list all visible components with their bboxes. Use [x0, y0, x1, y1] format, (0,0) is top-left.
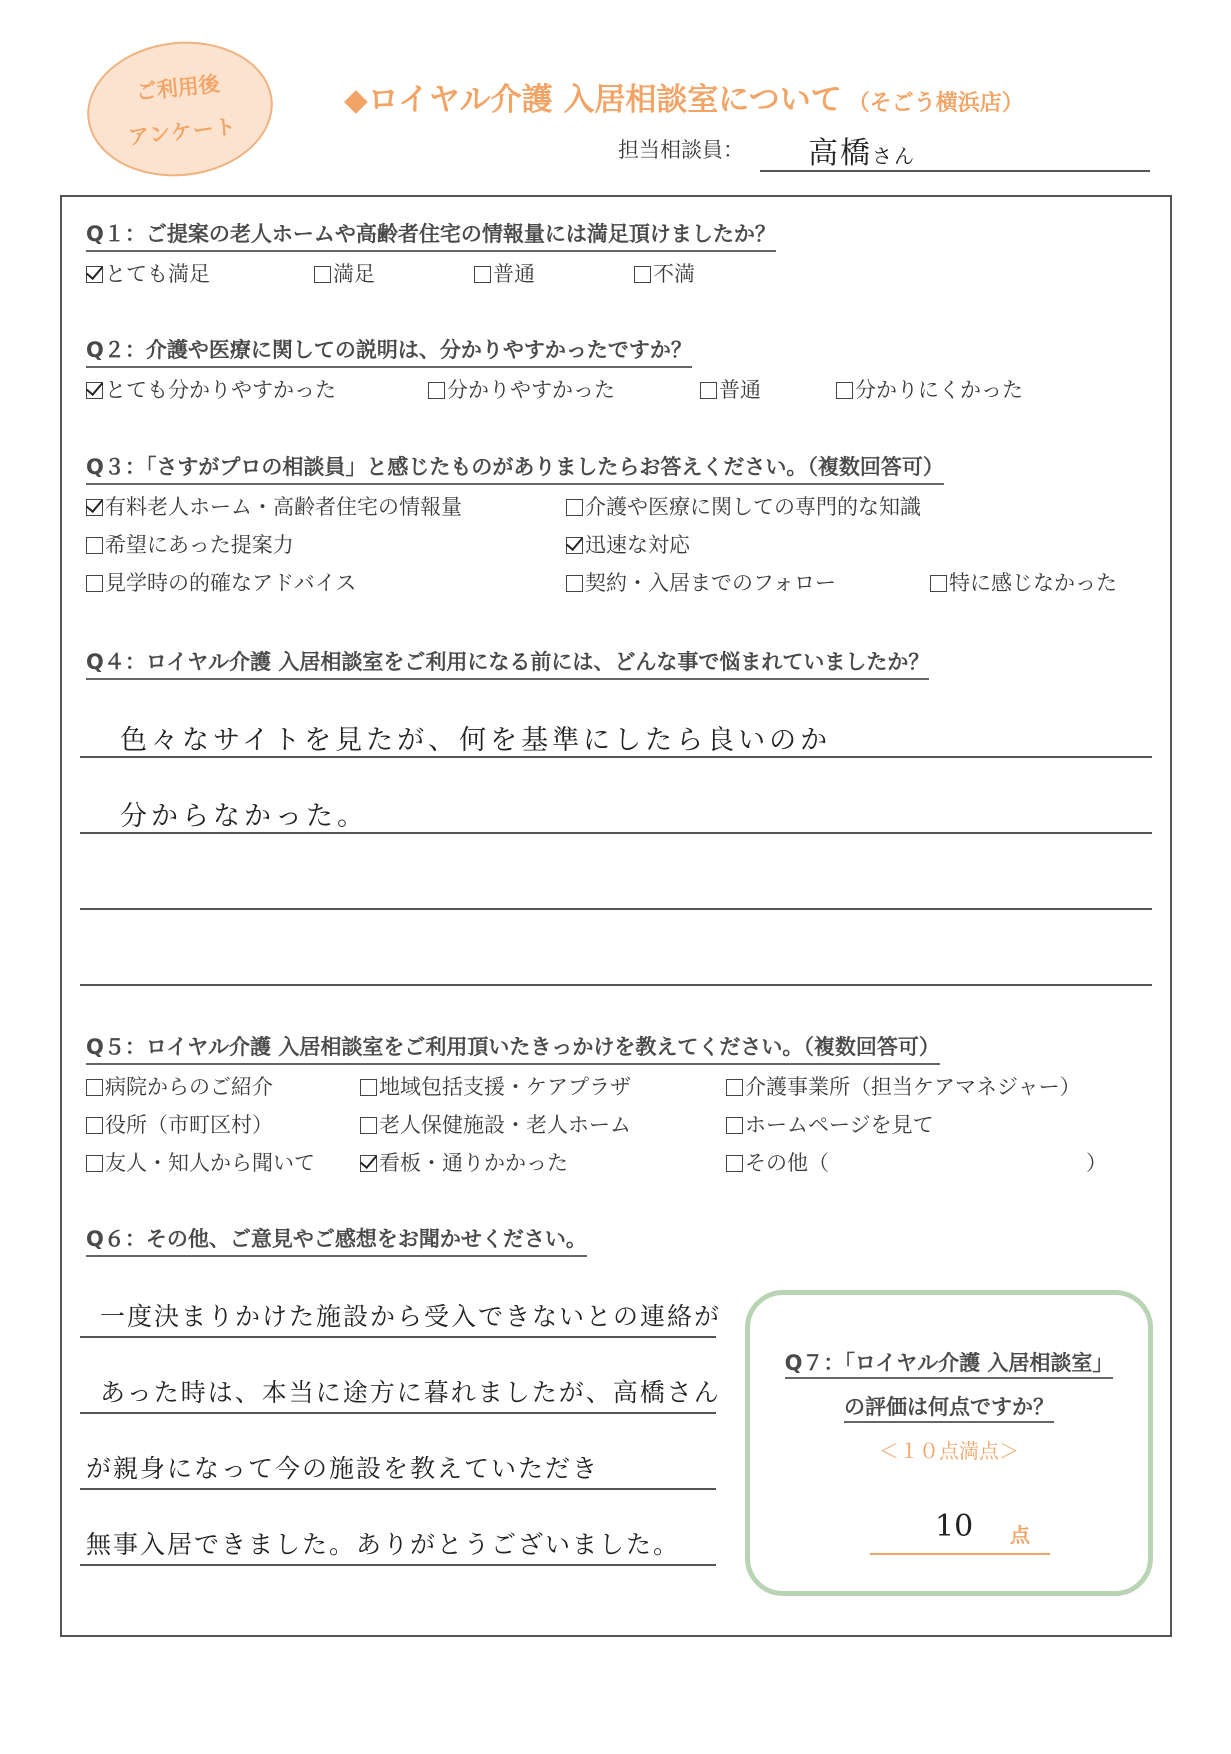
q5-option-community-support[interactable]: 地域包括支援・ケアプラザ — [360, 1071, 631, 1101]
q5-option-hospital[interactable]: 病院からのご紹介 — [86, 1071, 273, 1101]
q4-write-line — [80, 832, 1152, 834]
q5-option-other[interactable]: その他（ — [726, 1147, 829, 1177]
q7-score[interactable]: 10 — [935, 1509, 974, 1544]
checkbox-icon — [474, 266, 491, 283]
q3-option-expert-knowledge[interactable]: 介護や医療に関しての専門的な知識 — [566, 491, 921, 521]
q2-option-very-clear[interactable]: とても分かりやすかった — [86, 374, 336, 404]
q4-write-line — [80, 984, 1152, 986]
checkbox-checked-icon — [566, 537, 583, 554]
q3-option-proposal[interactable]: 希望にあった提案力 — [86, 529, 294, 559]
consultant-name: 高橋 — [808, 136, 872, 171]
q1-question: Q１：ご提案の老人ホームや高齢者住宅の情報量には満足頂けましたか？ — [86, 218, 776, 252]
q1-option-very-satisfied[interactable]: とても満足 — [86, 258, 210, 288]
q2-option-normal[interactable]: 普通 — [700, 374, 761, 404]
consultant-label: 担当相談員： — [618, 138, 744, 162]
q2-option-clear[interactable]: 分かりやすかった — [428, 374, 615, 404]
q5-option-city-office[interactable]: 役所（市町区村） — [86, 1109, 273, 1139]
checkbox-icon — [930, 575, 947, 592]
q6-write-line — [80, 1564, 716, 1566]
title-main: ◆ロイヤル介護 入居相談室について — [344, 82, 842, 118]
checkbox-checked-icon — [86, 266, 103, 283]
q1-option-normal[interactable]: 普通 — [474, 258, 535, 288]
q2-option-unclear[interactable]: 分かりにくかった — [836, 374, 1023, 404]
q3-option-info-volume[interactable]: 有料老人ホーム・高齢者住宅の情報量 — [86, 491, 462, 521]
q3-option-quick-response[interactable]: 迅速な対応 — [566, 529, 690, 559]
consultant-underline — [760, 170, 1150, 172]
q4-question: Q４：ロイヤル介護 入居相談室をご利用になる前には、どんな事で悩まれていましたか？ — [86, 646, 929, 680]
page-title — [344, 74, 1024, 119]
badge-line-1: ご利用後 — [134, 71, 221, 105]
checkbox-icon — [726, 1155, 743, 1172]
checkbox-icon — [86, 575, 103, 592]
q4-write-line — [80, 756, 1152, 758]
checkbox-icon — [360, 1079, 377, 1096]
q6-answer-line-3[interactable]: が親身になって今の施設を教えていただき — [86, 1454, 600, 1483]
checkbox-icon — [86, 1155, 103, 1172]
q5-option-friend[interactable]: 友人・知人から聞いて — [86, 1147, 315, 1177]
survey-badge — [81, 33, 280, 186]
title-sub: （そごう横浜店） — [847, 91, 1024, 116]
q6-write-line — [80, 1336, 716, 1338]
checkbox-icon — [836, 382, 853, 399]
q5-option-care-office[interactable]: 介護事業所（担当ケアマネジャー） — [726, 1071, 1081, 1101]
checkbox-icon — [86, 1117, 103, 1134]
q7-score-underline — [870, 1553, 1050, 1555]
q4-write-line — [80, 908, 1152, 910]
q7-rating-box — [745, 1290, 1153, 1596]
q4-answer-line-2[interactable]: 分からなかった。 — [120, 801, 368, 832]
checkbox-icon — [314, 266, 331, 283]
checkbox-icon — [634, 266, 651, 283]
q4-answer-line-1[interactable]: 色々なサイトを見たが、何を基準にしたら良いのか — [120, 725, 832, 756]
q6-write-line — [80, 1488, 716, 1490]
checkbox-checked-icon — [360, 1155, 377, 1172]
checkbox-icon — [726, 1079, 743, 1096]
checkbox-checked-icon — [86, 382, 103, 399]
q5-other-close-paren: ） — [1086, 1151, 1107, 1175]
q6-answer-line-4[interactable]: 無事入居できました。ありがとうございました。 — [86, 1530, 681, 1559]
q6-question: Q６：その他、ご意見やご感想をお聞かせください。 — [86, 1223, 587, 1257]
checkbox-icon — [428, 382, 445, 399]
checkbox-icon — [360, 1117, 377, 1134]
q1-option-satisfied[interactable]: 満足 — [314, 258, 375, 288]
q2-question: Q２：介護や医療に関しての説明は、分かりやすかったですか？ — [86, 334, 692, 368]
checkbox-icon — [700, 382, 717, 399]
q6-answer-line-2[interactable]: あった時は、本当に途方に暮れましたが、高橋さん — [100, 1378, 721, 1407]
q5-option-health-facility[interactable]: 老人保健施設・老人ホーム — [360, 1109, 631, 1139]
q3-option-follow-up[interactable]: 契約・入居までのフォロー — [566, 567, 836, 597]
checkbox-icon — [566, 575, 583, 592]
consultant-suffix: さん — [872, 144, 916, 168]
q5-option-signboard[interactable]: 看板・通りかかった — [360, 1147, 568, 1177]
q6-answer-line-1[interactable]: 一度決まりかけた施設から受入できないとの連絡が — [100, 1302, 722, 1331]
checkbox-checked-icon — [86, 499, 103, 516]
checkbox-icon — [566, 499, 583, 516]
checkbox-icon — [726, 1117, 743, 1134]
q7-scale: ＜１０点満点＞ — [879, 1439, 1019, 1463]
q5-question: Q５：ロイヤル介護 入居相談室をご利用頂いたきっかけを教えてください。（複数回答可） — [86, 1031, 940, 1065]
badge-line-2: アンケート — [127, 114, 238, 150]
q3-option-none[interactable]: 特に感じなかった — [930, 567, 1117, 597]
checkbox-icon — [86, 1079, 103, 1096]
q5-option-homepage[interactable]: ホームページを見て — [726, 1109, 934, 1139]
consultant-name-field[interactable] — [808, 128, 916, 172]
q7-question-line-2: の評価は何点ですか？ — [750, 1391, 1148, 1421]
checkbox-icon — [86, 537, 103, 554]
q7-unit: 点 — [1010, 1523, 1030, 1547]
q3-option-advice[interactable]: 見学時の的確なアドバイス — [86, 567, 356, 597]
q7-question-line-1: Q７：「ロイヤル介護 入居相談室」 — [750, 1347, 1148, 1377]
q3-question: Q３：「さすがプロの相談員」と感じたものがありましたらお答えください。（複数回答可） — [86, 451, 944, 485]
q1-option-dissatisfied[interactable]: 不満 — [634, 258, 695, 288]
q6-write-line — [80, 1412, 716, 1414]
